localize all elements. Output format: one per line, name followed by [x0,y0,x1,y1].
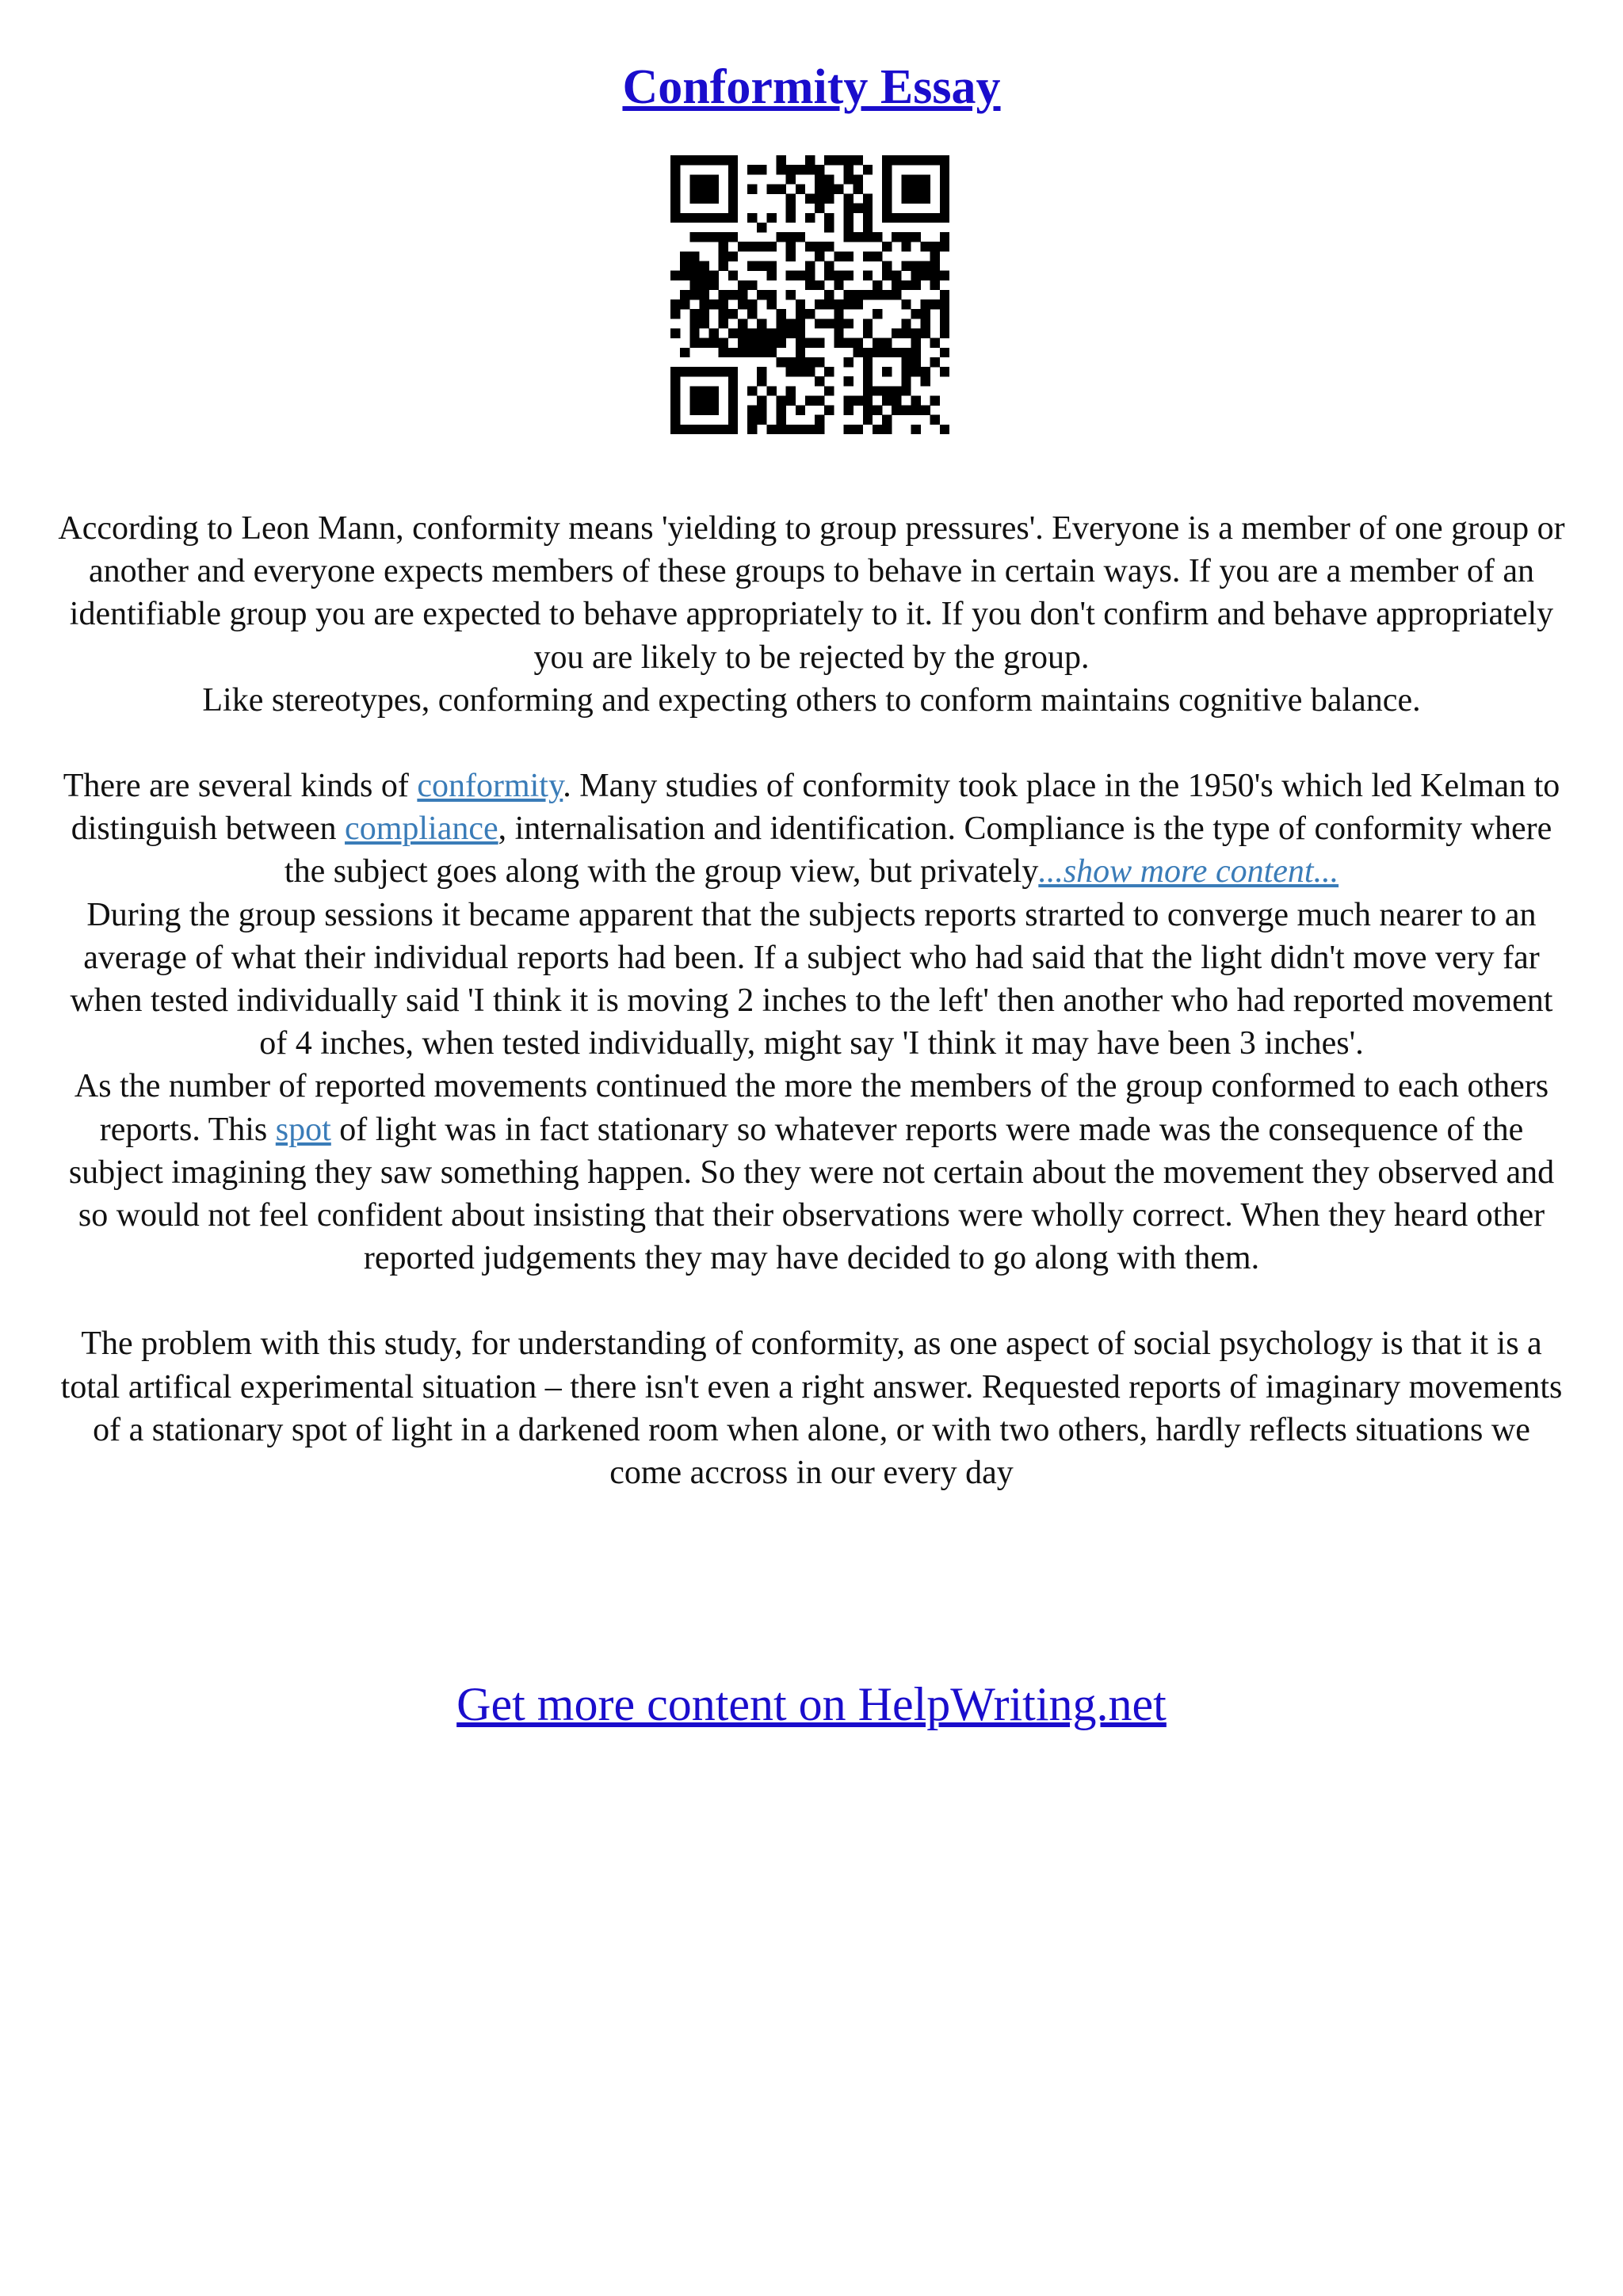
essay-body [55,507,1568,1494]
paragraph-intro-continued: Like stereotypes, conforming and expecting others to conform maintains cognitive balance. [202,681,1421,719]
paragraph-kinds [55,765,1568,894]
paragraph-problem: The problem with this study, for understanding of conformity, as one aspect of social psychology is that it is a total artifical experimental situation – there isn't even a right answer. Requested reports of imaginary movements of a stationary spot of light in a darkened room when alone, or with two others, hardly reflects situations we come accross in our every day [60,1325,1563,1492]
paragraph-intro: According to Leon Mann, conformity means 'yielding to group pressures'. Everyone is a member of one group or another and everyone expects members of these groups to behave in certain ways. If you are a member of an identifiable group you are expected to behave appropriately to it. If you don't confirm and behave appropriately you are likely to be rejected by the group. [58,510,1565,676]
text-segment: As the number of reported movements continued the more the members of the group conformed to each others reports. This [74,1068,1549,1148]
text-segment: , internalisation and identification. Compliance is the type of conformity where the subject goes along with the group view, but privately [284,810,1552,891]
paragraph-movements [55,1065,1568,1280]
text-segment: . Many studies of conformity took place in the 1950's which led Kelman to distinguish between [71,768,1560,848]
text-segment: of light was in fact stationary so whatever reports were made was the consequence of the subject imagining they saw something happen. So they were not certain about the movement they observed and so would not feel confident about insisting that their observations were wholly correct. When they heard other reported judgements they may have decided to go along with them. [68,1111,1555,1277]
spot-link[interactable]: spot [275,1111,331,1148]
compliance-link[interactable]: compliance [345,810,498,848]
footer-cta [0,1676,1623,1733]
text-segment: There are several kinds of [63,768,418,805]
conformity-link[interactable]: conformity [417,768,563,805]
helpwriting-link[interactable]: Get more content on HelpWriting.net [456,1678,1167,1730]
title-link[interactable]: Conformity Essay [622,60,1001,114]
qr-code-icon [670,155,949,434]
paragraph-gap [55,722,1568,765]
show-more-link[interactable]: ...show more content... [1038,853,1339,891]
page-title [0,55,1623,119]
paragraph-group-sessions: During the group sessions it became apparent that the subjects reports strarted to converge much nearer to an average of what their individual reports had been. If a subject who had said that the light didn't move very far when tested individually said 'I think it is moving 2 inches to the left' then another who had reported movement of 4 inches, when tested individually, might say 'I think it may have been 3 inches'. [70,896,1553,1062]
paragraph-gap [55,1280,1568,1322]
